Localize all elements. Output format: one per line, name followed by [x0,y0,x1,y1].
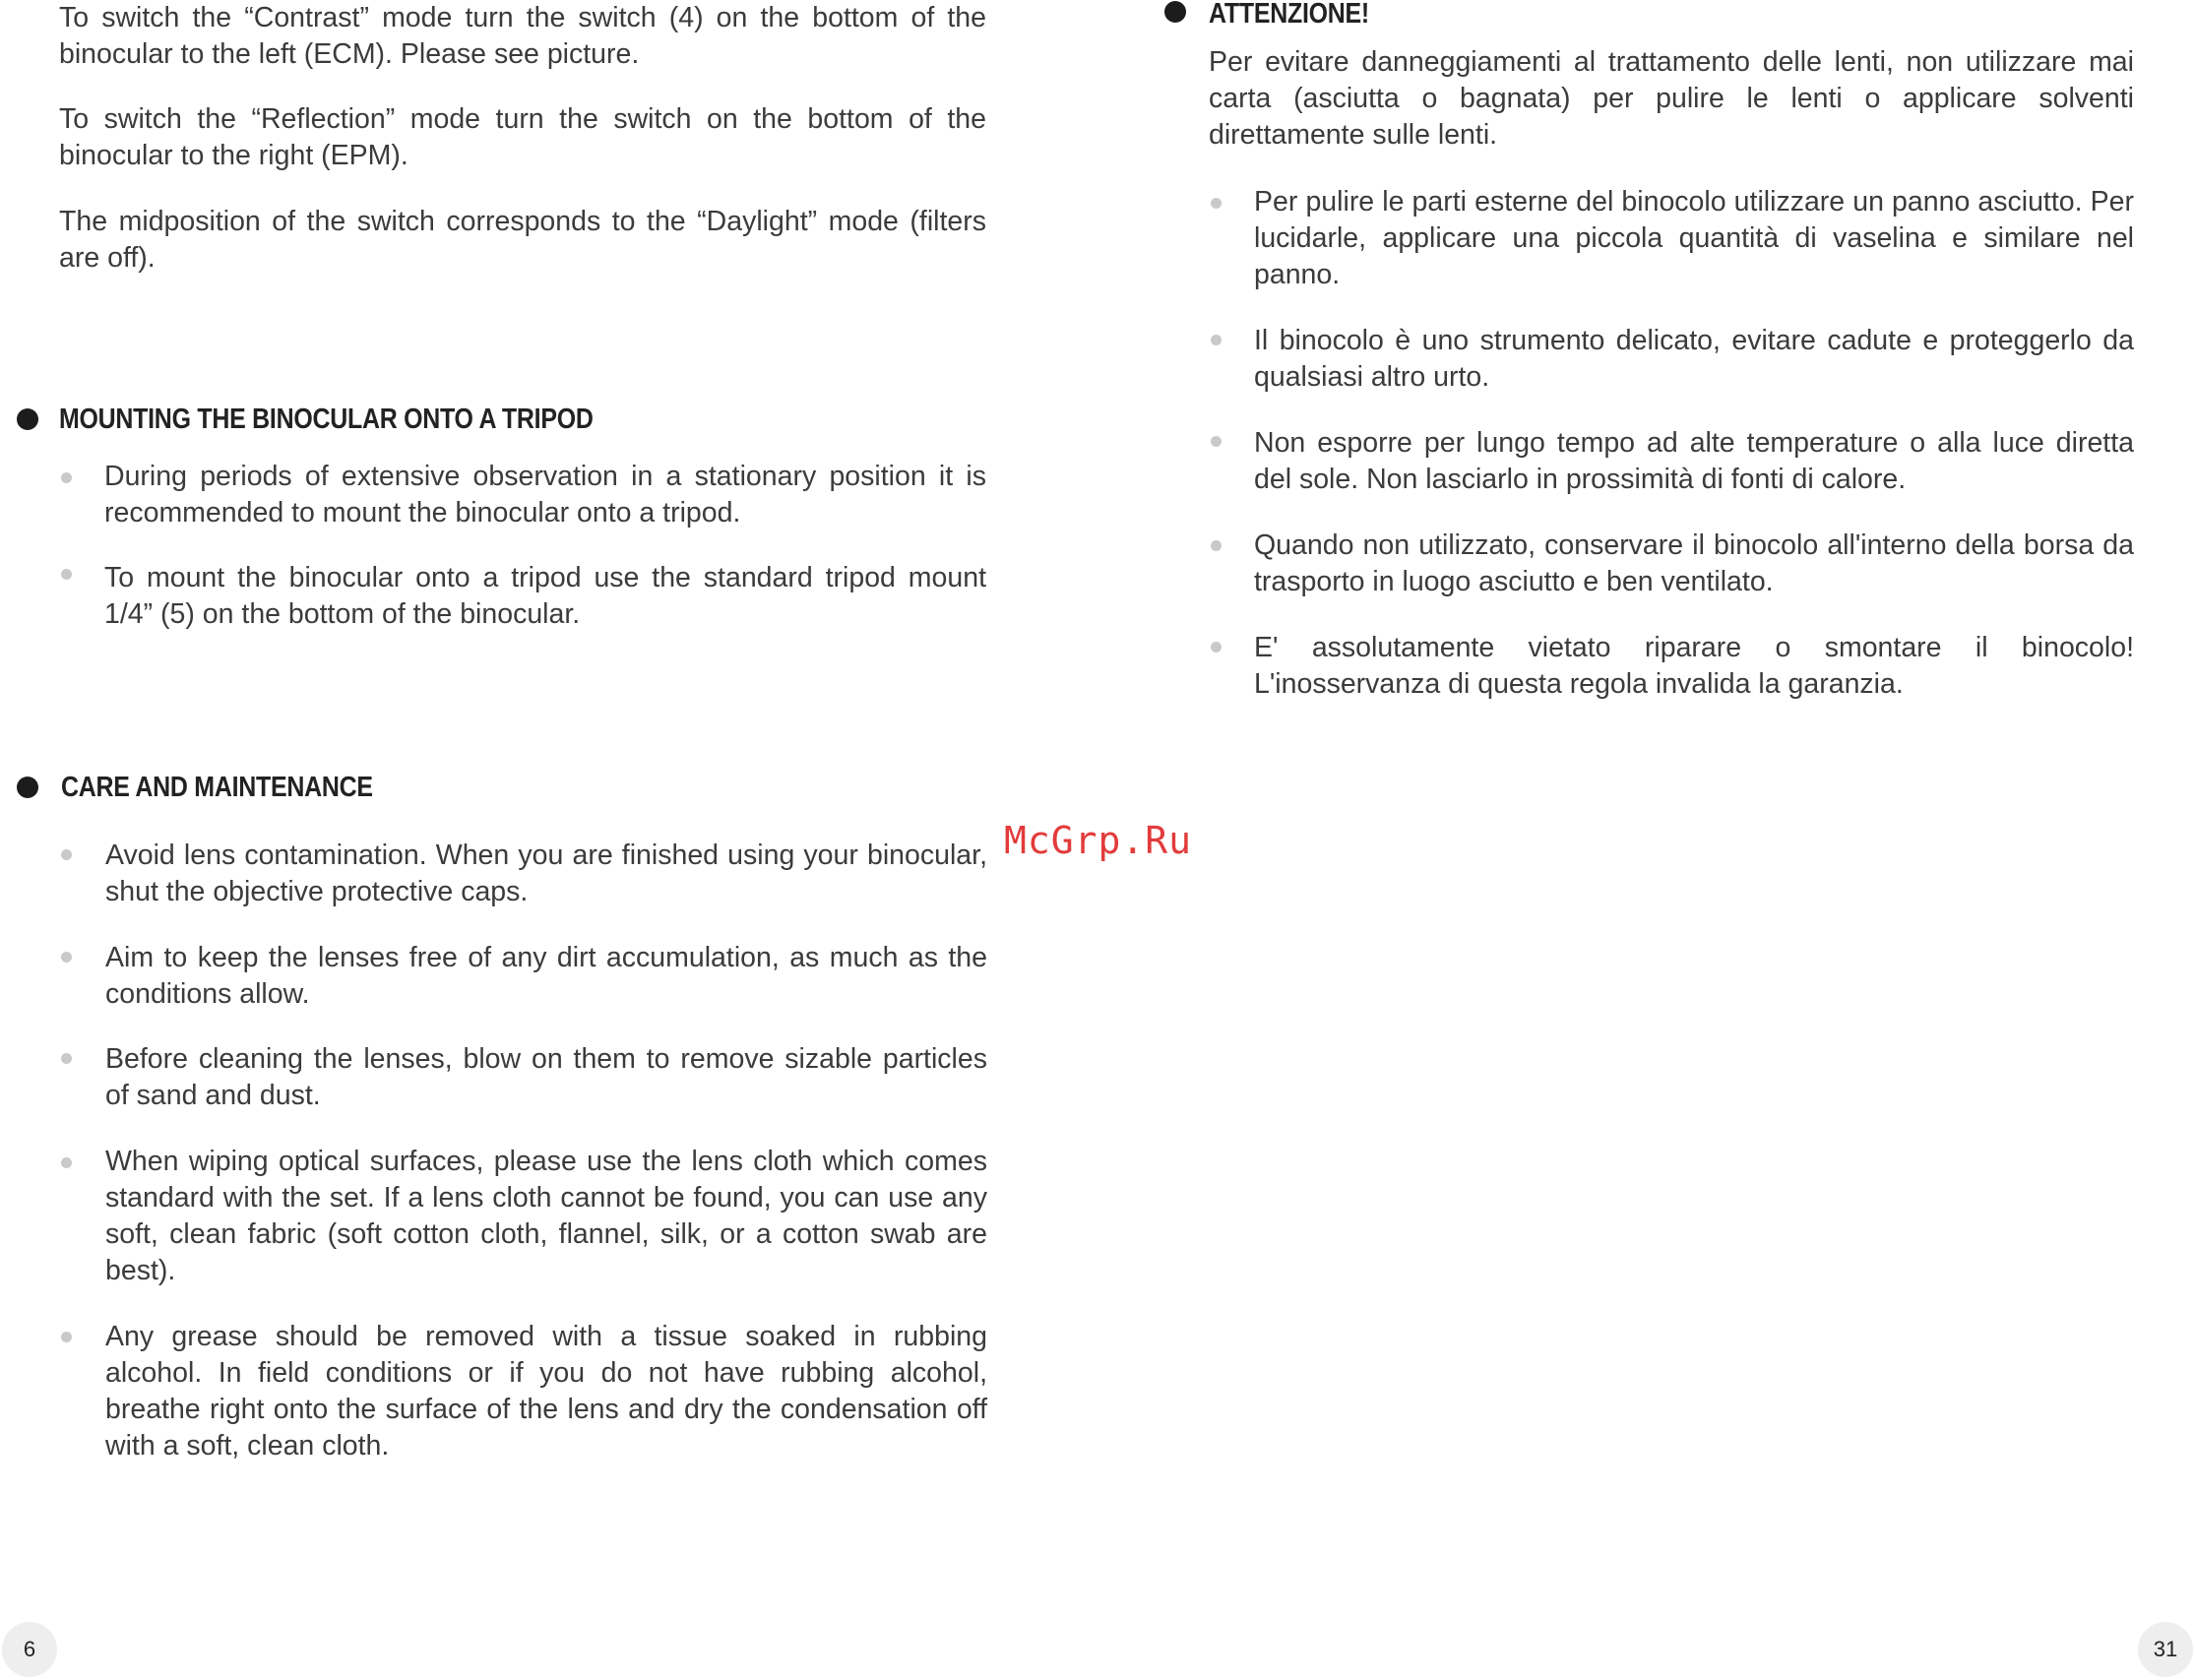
reflection-mode-paragraph: To switch the “Reflection” mode turn the switch on the bottom of the binocular to the right (EPM). [59,103,986,171]
tripod-item-2: To mount the binocular onto a tripod use the standard tripod mount 1/4” (5) on the bottom of the binocular. [104,562,986,630]
warning-item-3-bullet-icon [1211,436,1222,447]
warning-item-2-bullet-icon [1211,335,1222,345]
warning-item-1: Per pulire le parti esterne del binocolo utilizzare un panno asciutto. Per lucidarle, applicare una piccola quantità di vaselina e similare nel panno. [1254,186,2134,290]
mcgrp-watermark: McGrp.Ru [1004,819,1193,862]
tripod-item-1-bullet-icon [61,472,72,483]
care-item-4-bullet-icon [61,1157,72,1168]
right-page-number: 31 [2138,1622,2193,1677]
tripod-item-1: During periods of extensive observation in a stationary position it is recommended to mount the binocular onto a tripod. [104,461,986,529]
care-item-3: Before cleaning the lenses, blow on them to remove sizable particles of sand and dust. [105,1043,987,1111]
tripod-item-2-bullet-icon [61,569,72,580]
care-item-2: Aim to keep the lenses free of any dirt accumulation, as much as the conditions allow. [105,942,987,1010]
warning-intro-paragraph: Per evitare danneggiamenti al trattamento delle lenti, non utilizzare mai carta (asciutta o bagnata) per pulire le lenti o applicare solventi direttamente sulle lenti. [1209,46,2134,151]
warning-item-3: Non esporre per lungo tempo ad alte temperature o alla luce diretta del sole. Non lasciarlo in prossimità di fonti di calore. [1254,427,2134,495]
care-item-5-bullet-icon [61,1332,72,1342]
care-heading-dot-icon [17,777,38,798]
warning-item-5-bullet-icon [1211,642,1222,653]
warning-item-5: E' assolutamente vietato riparare o smontare il binocolo! L'inosservanza di questa regola invalida la garanzia. [1254,632,2134,700]
warning-item-4-bullet-icon [1211,540,1222,551]
care-item-3-bullet-icon [61,1053,72,1064]
care-item-1-bullet-icon [61,849,72,860]
care-section-heading: CARE AND MAINTENANCE [61,772,373,803]
warning-heading-dot-icon [1164,1,1186,23]
tripod-section-heading: MOUNTING THE BINOCULAR ONTO A TRIPOD [59,404,594,435]
care-item-2-bullet-icon [61,952,72,963]
care-item-4: When wiping optical surfaces, please use the lens cloth which comes standard with the set. If a lens cloth cannot be found, you can use any soft, clean fabric (soft cotton cloth, flannel, silk, or a cotton swab are best). [105,1146,987,1286]
care-item-5: Any grease should be removed with a tissue soaked in rubbing alcohol. In field conditions or if you do not have rubbing alcohol, breathe right onto the surface of the lens and dry the condensation off with a soft, clean cloth. [105,1321,987,1462]
left-page-number: 6 [2,1622,57,1677]
warning-item-2: Il binocolo è uno strumento delicato, evitare cadute e proteggerlo da qualsiasi altro urto. [1254,325,2134,393]
contrast-mode-paragraph: To switch the “Contrast” mode turn the switch (4) on the bottom of the binocular to the left (ECM). Please see picture. [59,2,986,70]
daylight-mode-paragraph: The midposition of the switch corresponds to the “Daylight” mode (filters are off). [59,206,986,274]
warning-item-4: Quando non utilizzato, conservare il binocolo all'interno della borsa da trasporto in luogo asciutto e ben ventilato. [1254,529,2134,597]
warning-section-heading: ATTENZIONE! [1209,0,1369,30]
care-item-1: Avoid lens contamination. When you are finished using your binocular, shut the objective protective caps. [105,840,987,907]
tripod-heading-dot-icon [17,408,38,430]
warning-item-1-bullet-icon [1211,198,1222,209]
